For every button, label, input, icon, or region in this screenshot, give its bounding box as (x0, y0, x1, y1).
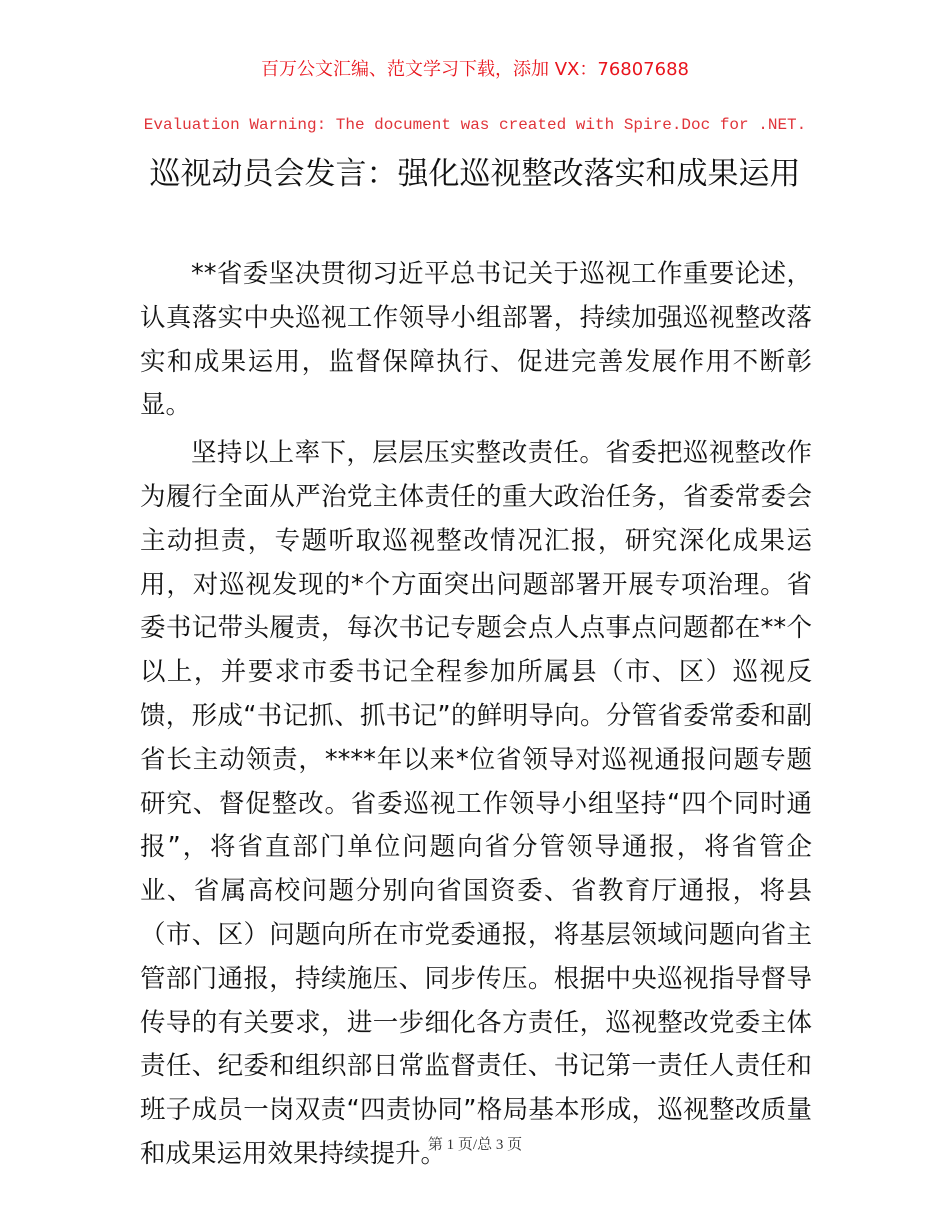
page-indicator: 第 1 页/总 3 页 (427, 1137, 523, 1153)
paragraph: 坚持以上率下，层层压实整改责任。省委把巡视整改作为履行全面从严治党主体责任的重大政治任务，省委常委会主动担责，专题听取巡视整改情况汇报，研究深化成果运用，对巡视发现的*个方面突出问题部署开展专项治理。省委书记带头履责，每次书记专题会点人点事点问题都在**个以上，并要求市委书记全程参加所属县（市、区）巡视反馈，形成“书记抓、抓书记”的鲜明导向。分管省委常委和副省长主动领责，****年以来*位省领导对巡视通报问题专题研究、督促整改。省委巡视工作领导小组坚持“四个同时通报”，将省直部门单位问题向省分管领导通报，将省管企业、省属高校问题分别向省国资委、省教育厅通报，将县（市、区）问题向所在市党委通报，将基层领域问题向省主管部门通报，持续施压、同步传压。根据中央巡视指导督导传导的有关要求，进一步细化各方责任，巡视整改党委主体责任、纪委和组织部日常监督责任、书记第一责任人责任和班子成员一岗双责“四责协同”格局基本形成，巡视整改质量和成果运用效果持续提升。 (140, 438, 812, 1169)
evaluation-warning: Evaluation Warning: The document was created with Spire.Doc for .NET. (143, 116, 807, 134)
promo-banner: 百万公文汇编、范文学习下载，添加 VX：76807688 (261, 59, 689, 80)
document-body (140, 253, 812, 1181)
paragraph: **省委坚决贯彻习近平总书记关于巡视工作重要论述，认真落实中央巡视工作领导小组部署，持续加强巡视整改落实和成果运用，监督保障执行、促进完善发展作用不断彰显。 (140, 259, 812, 421)
document-title: 巡视动员会发言：强化巡视整改落实和成果运用 (149, 156, 801, 192)
